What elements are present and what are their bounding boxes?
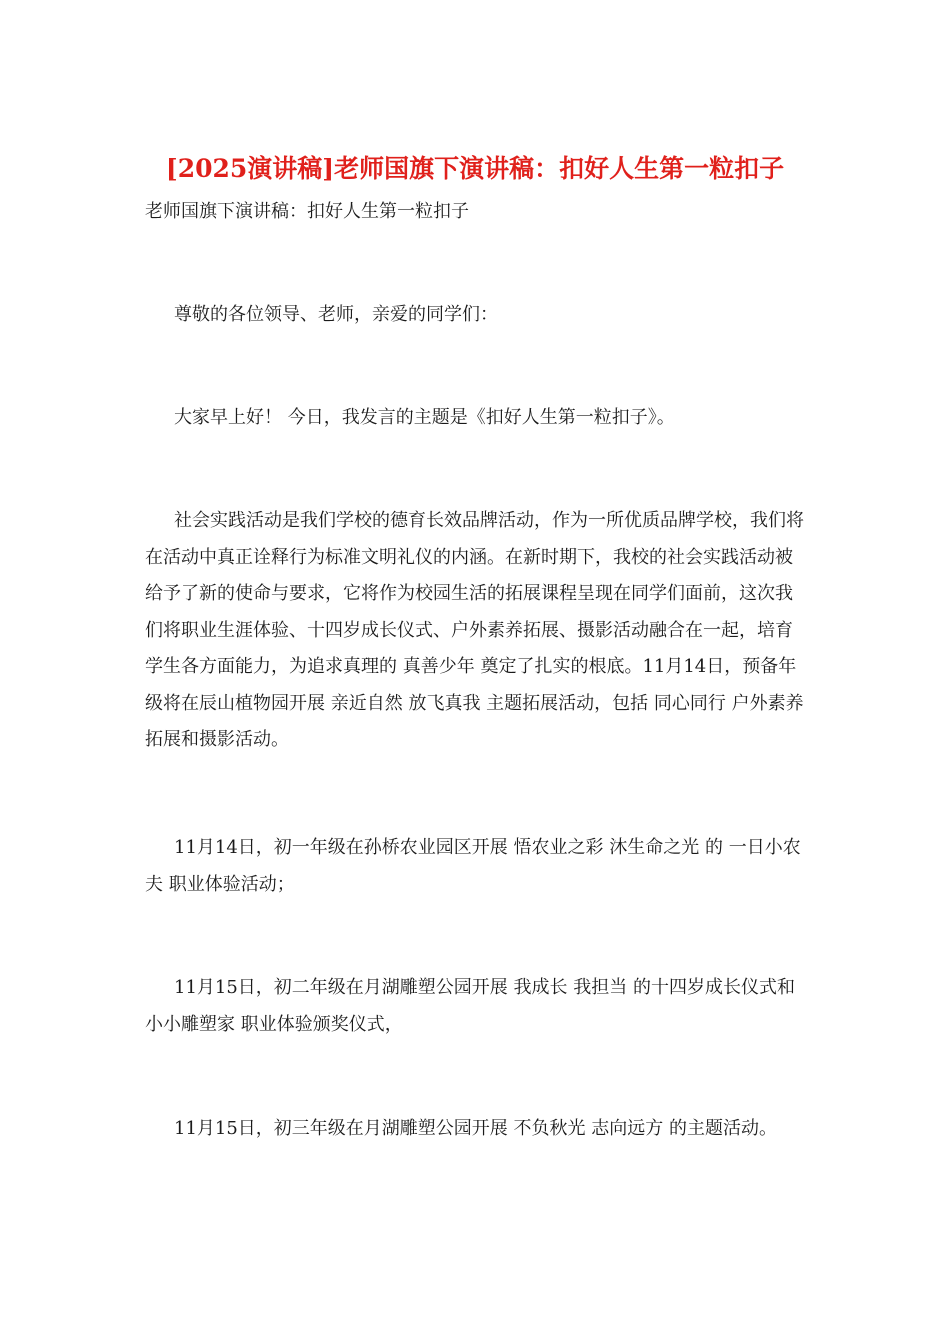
document-subtitle: 老师国旗下演讲稿：扣好人生第一粒扣子 [145,201,469,222]
paragraph-grade-one: 11月14日，初一年级在孙桥农业园区开展 悟农业之彩 沐生命之光 的 一日小农夫 职业体验活动； [145,837,801,895]
paragraph-grade-two: 11月15日，初二年级在月湖雕塑公园开展 我成长 我担当 的十四岁成长仪式和 小小雕塑家 职业体验颁奖仪式， [145,977,795,1035]
document-title: [2025演讲稿]老师国旗下演讲稿：扣好人生第一粒扣子 [165,154,785,183]
paragraph-greeting: 尊敬的各位领导、老师，亲爱的同学们： [174,304,498,325]
paragraph-opening: 大家早上好！ 今日，我发言的主题是《扣好人生第一粒扣子》。 [174,407,675,428]
paragraph-body: 社会实践活动是我们学校的德育长效品牌活动，作为一所优质品牌学校，我们将在活动中真正诠释行为标准文明礼仪的内涵。在新时期下，我校的社会实践活动被给予了新的使命与要求，它将作为校园生活的拓展课程呈现在同学们面前，这次我们将职业生涯体验、十四岁成长仪式、户外素养拓展、摄影活动融合在一起，培育学生各方面能力，为追求真理的 真善少年 奠定了扎实的根底。11月14日，预备年级将在辰山植物园开展 亲近自然 放飞真我 主题拓展活动，包括 同心同行 户外素养拓展和摄影活动。 [145,510,804,750]
paragraph-grade-three: 11月15日，初三年级在月湖雕塑公园开展 不负秋光 志向远方 的主题活动。 [174,1118,777,1139]
